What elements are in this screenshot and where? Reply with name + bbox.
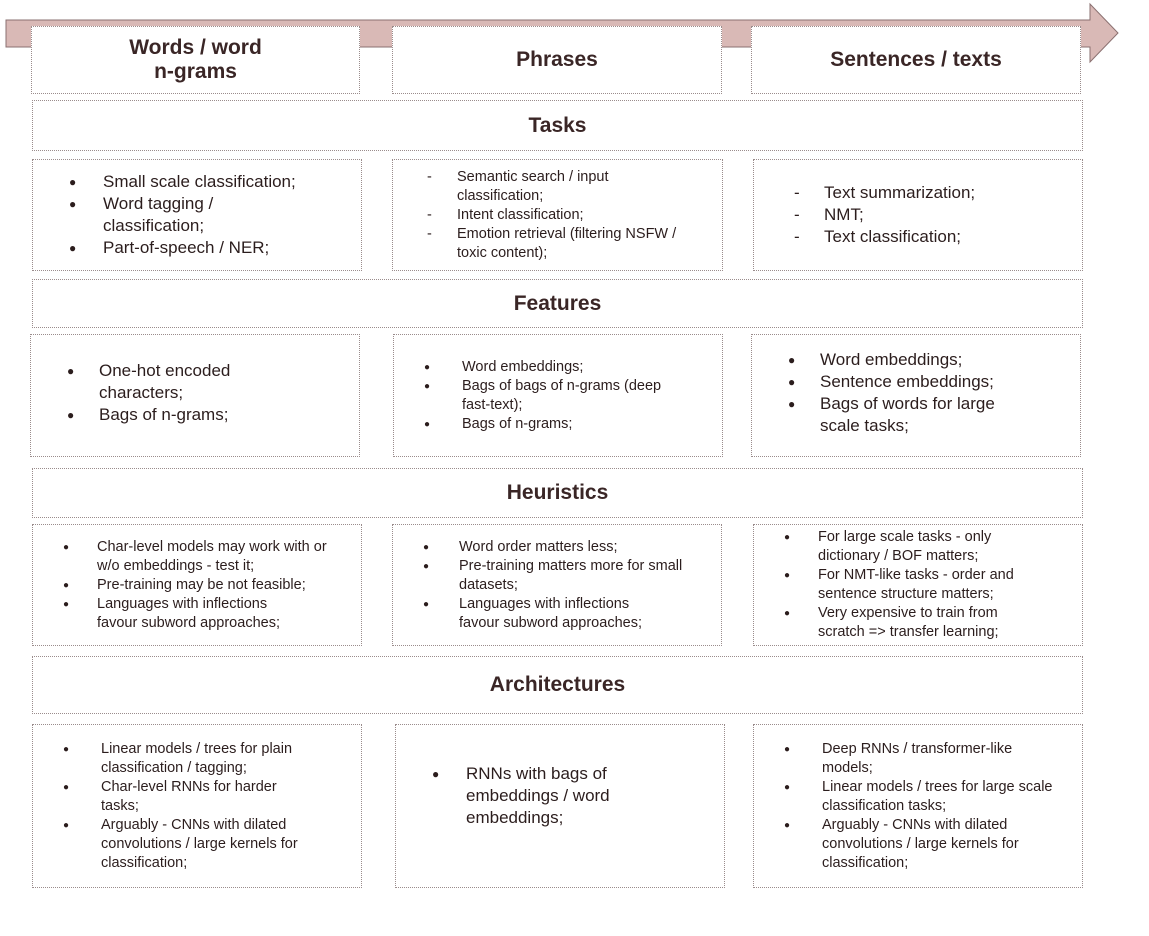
section-title-tasks: Tasks bbox=[528, 113, 587, 137]
list-item: ● Linear models / trees for plain classification / tagging; bbox=[33, 740, 361, 778]
column-header-sentences bbox=[751, 26, 1081, 94]
section-tasks bbox=[32, 100, 1083, 151]
list-item: ● Word embeddings; bbox=[752, 349, 1080, 371]
column-title-phrases: Phrases bbox=[516, 48, 598, 71]
list-item: - Emotion retrieval (filtering NSFW / toxic content); bbox=[393, 225, 722, 263]
section-title-features: Features bbox=[513, 291, 602, 315]
list-item: - Text classification; bbox=[754, 226, 1082, 248]
column-title-sentences: Sentences / texts bbox=[830, 48, 1002, 71]
list-item: ● For NMT-like tasks - order and sentence structure matters; bbox=[754, 566, 1082, 604]
tasks-cell-words bbox=[32, 159, 362, 271]
section-heuristics bbox=[32, 468, 1083, 518]
section-architectures bbox=[32, 656, 1083, 714]
list-item: ● Bags of words for large scale tasks; bbox=[752, 393, 1080, 437]
features-cell-words bbox=[30, 334, 360, 457]
architectures-cell-words bbox=[32, 724, 362, 888]
list-item: ● Pre-training may be not feasible; bbox=[33, 576, 361, 595]
list-item: ● Languages with inflections favour subword approaches; bbox=[33, 595, 361, 633]
tasks-cell-phrases bbox=[392, 159, 723, 271]
architectures-cell-sentences bbox=[753, 724, 1083, 888]
list-item: ● For large scale tasks - only dictionary / BOF matters; bbox=[754, 528, 1082, 566]
list-item: ● Bags of n-grams; bbox=[31, 404, 359, 426]
list-item: ● Bags of bags of n-grams (deep fast-text); bbox=[394, 377, 722, 415]
section-title-architectures: Architectures bbox=[489, 673, 626, 696]
column-title-words: Words / word n-grams bbox=[129, 36, 262, 83]
list-item: ● Very expensive to train from scratch => transfer learning; bbox=[754, 604, 1082, 642]
list-item: ● Word embeddings; bbox=[394, 358, 722, 377]
features-cell-sentences bbox=[751, 334, 1081, 457]
list-item: ● One-hot encoded characters; bbox=[31, 360, 359, 404]
section-features bbox=[32, 279, 1083, 328]
column-header-words bbox=[31, 26, 360, 94]
architectures-cell-phrases bbox=[395, 724, 725, 888]
list-item: ● Small scale classification; bbox=[33, 171, 361, 193]
list-item: ● Linear models / trees for large scale classification tasks; bbox=[754, 778, 1082, 816]
list-item: ● RNNs with bags of embeddings / word embeddings; bbox=[396, 763, 724, 829]
list-item: ● Part-of-speech / NER; bbox=[33, 237, 361, 259]
list-item: - Text summarization; bbox=[754, 182, 1082, 204]
heuristics-cell-phrases bbox=[392, 524, 722, 646]
heuristics-cell-words bbox=[32, 524, 362, 646]
list-item: - Semantic search / input classification; bbox=[393, 168, 722, 206]
list-item: ● Languages with inflections favour subword approaches; bbox=[393, 595, 721, 633]
list-item: ● Deep RNNs / transformer-like models; bbox=[754, 740, 1082, 778]
list-item: ● Word tagging / classification; bbox=[33, 193, 361, 237]
list-item: - NMT; bbox=[754, 204, 1082, 226]
section-title-heuristics: Heuristics bbox=[506, 481, 609, 504]
list-item: ● Arguably - CNNs with dilated convolutions / large kernels for classification; bbox=[33, 816, 361, 873]
list-item: ● Sentence embeddings; bbox=[752, 371, 1080, 393]
list-item: - Intent classification; bbox=[393, 206, 722, 225]
list-item: ● Char-level RNNs for harder tasks; bbox=[33, 778, 361, 816]
list-item: ● Char-level models may work with or w/o embeddings - test it; bbox=[33, 538, 361, 576]
column-header-phrases bbox=[392, 26, 722, 94]
heuristics-cell-sentences bbox=[753, 524, 1083, 646]
list-item: ● Pre-training matters more for small datasets; bbox=[393, 557, 721, 595]
list-item: ● Bags of n-grams; bbox=[394, 415, 722, 434]
features-cell-phrases bbox=[393, 334, 723, 457]
list-item: ● Arguably - CNNs with dilated convolutions / large kernels for classification; bbox=[754, 816, 1082, 873]
list-item: ● Word order matters less; bbox=[393, 538, 721, 557]
tasks-cell-sentences bbox=[753, 159, 1083, 271]
